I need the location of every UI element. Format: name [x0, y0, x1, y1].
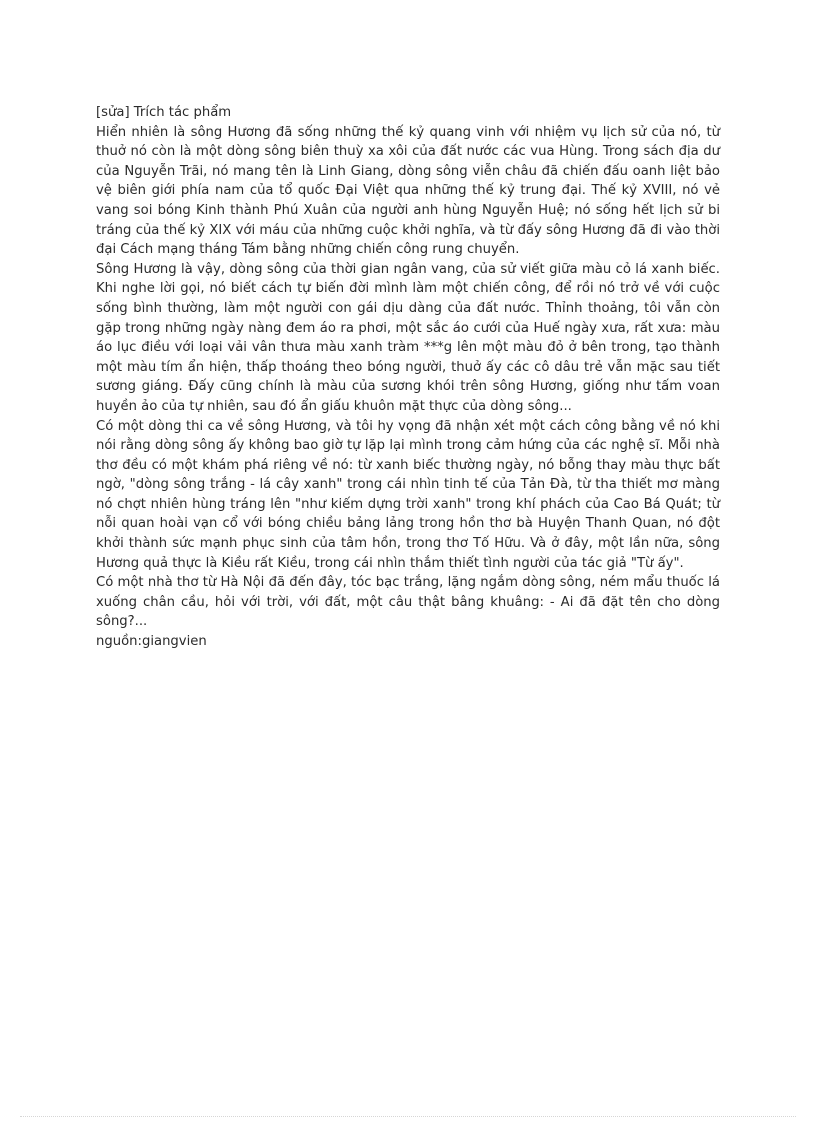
- paragraph-3: Có một dòng thi ca về sông Hương, và tôi hy vọng đã nhận xét một cách công bằng về nó khi nói rằng dòng sông ấy không bao giờ tự lặp lại mình trong cảm hứng của các nghệ sĩ. Mỗi nhà thơ đều có một khám phá riêng về nó: từ xanh biếc thường ngày, nó bỗng thay màu thực bất ngờ, "dòng sông trắng - lá cây xanh" trong cái nhìn tinh tế của Tản Đà, từ tha thiết mơ màng nó chợt nhiên hùng tráng lên "như kiếm dựng trời xanh" trong khí phách của Cao Bá Quát; từ nỗi quan hoài vạn cổ với bóng chiều bảng lảng trong hồn thơ bà Huyện Thanh Quan, nó đột khởi thành sức mạnh phục sinh của tâm hồn, trong thơ Tố Hữu. Và ở đây, một lần nữa, sông Hương quả thực là Kiều rất Kiều, trong cái nhìn thắm thiết tình người của tác giả "Từ ấy".: [96, 418, 720, 571]
- paragraph-2: Sông Hương là vậy, dòng sông của thời gian ngân vang, của sử viết giữa màu cỏ lá xanh biếc. Khi nghe lời gọi, nó biết cách tự biến đời mình làm một chiến công, để rồi nó trở về với cuộc sống bình thường, làm một người con gái dịu dàng của đất nước. Thỉnh thoảng, tôi vẫn còn gặp trong những ngày nàng đem áo ra phơi, một sắc áo cưới của Huế ngày xưa, rất xưa: màu áo lục điều với loại vải vân thưa màu xanh tràm ***g lên một màu đỏ ở bên trong, tạo thành một màu tím ẩn hiện, thấp thoáng theo bóng người, thuở ấy các cô dâu trẻ vẫn mặc sau tiết sương giáng. Đấy cũng chính là màu của sương khói trên sông Hương, giống như tấm voan huyền ảo của tự nhiên, sau đó ẩn giấu khuôn mặt thực của dòng sông...: [96, 261, 720, 414]
- paragraph-1: Hiển nhiên là sông Hương đã sống những thế kỷ quang vinh với nhiệm vụ lịch sử của nó, từ thuở nó còn là một dòng sông biên thuỳ xa xôi của đất nước các vua Hùng. Trong sách địa dư của Nguyễn Trãi, nó mang tên là Linh Giang, dòng sông viễn châu đã chiến đấu oanh liệt bảo vệ biên giới phía nam của tổ quốc Đại Việt qua những thế kỷ trung đại. Thế kỷ XVIII, nó vẻ vang soi bóng Kinh thành Phú Xuân của người anh hùng Nguyễn Huệ; nó sống hết lịch sử bi tráng của thế kỷ XIX với máu của những cuộc khởi nghĩa, và từ đấy sông Hương đã đi vào thời đại Cách mạng tháng Tám bằng những chiến công rung chuyển.: [96, 124, 720, 258]
- paragraph-4: Có một nhà thơ từ Hà Nội đã đến đây, tóc bạc trắng, lặng ngắm dòng sông, ném mẩu thuốc lá xuống chân cầu, hỏi với trời, với đất, một câu thật bâng khuâng: - Ai đã đặt tên cho dòng sông?...: [96, 575, 720, 630]
- page-bottom-divider: [20, 1116, 796, 1117]
- section-heading: [sửa] Trích tác phẩm: [96, 105, 232, 120]
- document-body: [96, 103, 720, 652]
- source-line: nguồn:giangvien: [96, 634, 207, 650]
